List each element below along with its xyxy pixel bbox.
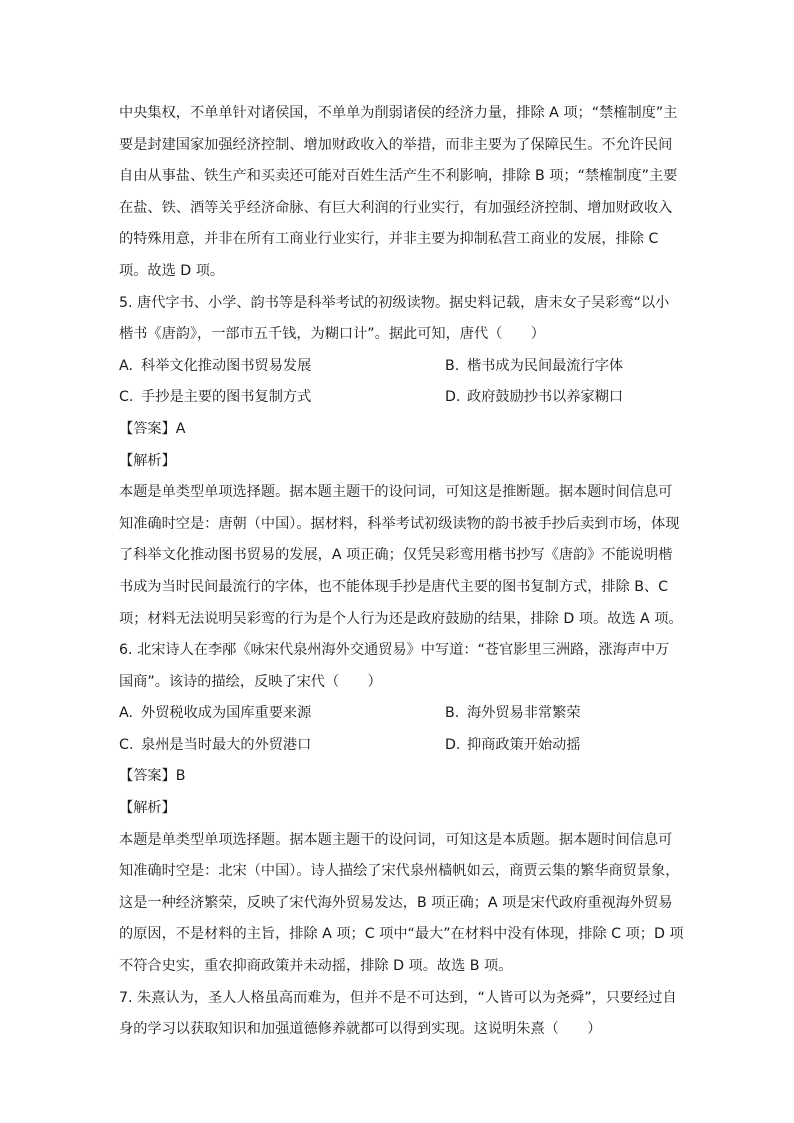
question-stem-line: 6. 北宋诗人在李邴《咏宋代泉州海外交通贸易》中写道：“苍官影里三洲路，涨海声中万 [119,642,670,659]
text-line: 项。故选 D 项。 [119,262,225,279]
options-row [119,351,679,383]
options-row [119,382,679,414]
option-text: 泉州是当时最大的外贸港口 [141,736,312,753]
option-a [119,351,311,383]
option-letter: B. [445,705,460,722]
question-7 [119,983,679,1046]
analysis-line: 这是一种经济繁荣，反映了宋代海外贸易发达，B 项正确；A 项是宋代政府重视海外贸易 [119,894,673,911]
option-b [445,698,581,730]
answer-label: 【答案】A [119,420,186,437]
option-c [119,382,311,414]
text-line: 中央集权，不单单针对诸侯国，不单单为削弱诸侯的经济力量，排除 A 项；“禁榷制度”主 [119,105,678,121]
text-line: 在盐、铁、酒等关乎经济命脉、有巨大利润的行业实行，有加强经济控制、增加财政收入 [119,199,673,216]
option-text: 海外贸易非常繁荣 [467,705,581,722]
question-stem-line: 5. 唐代字书、小学、韵书等是科举考试的初级读物。据史料记载，唐末女子吴彩鸾“以小 [119,294,670,311]
option-d [445,382,623,414]
answer-label: 【答案】B [119,768,186,785]
text-line: 的特殊用意，并非在所有工商业行业实行，并非主要为抑制私营工商业的发展，排除 C [119,231,659,248]
option-c [119,730,311,762]
previous-analysis-continuation [119,98,679,288]
option-text: 外贸税收成为国库重要来源 [141,705,312,722]
options-row [119,698,679,730]
option-letter: C. [119,736,134,753]
analysis-line: 了科举文化推动图书贸易的发展，A 项正确；仅凭吴彩鸾用楷书抄写《唐韵》不能说明楷 [119,547,673,564]
question-stem-line: 身的学习以获取知识和加强道德修养就都可以得到实现。这说明朱熹（ ） [119,1021,602,1038]
option-letter: A. [119,705,133,722]
document-page [119,98,684,1046]
analysis-line: 书成为当时民间最流行的字体，也不能体现手抄是唐代主要的图书复制方式，排除 B、C [119,578,669,595]
analysis-label: 【解析】 [119,452,176,469]
question-stem-line: 7. 朱熹认为，圣人人格虽高而难为，但并不是不可达到，“人皆可以为尧舜”，只要经过自 [119,989,677,1006]
question-6 [119,635,684,983]
question-stem-line: 国商”。该诗的描绘，反映了宋代（ ） [119,673,382,690]
option-text: 手抄是主要的图书复制方式 [141,389,312,406]
option-letter: D. [445,389,461,406]
question-stem-line: 楷书《唐韵》，一部市五千钱，为糊口计”。据此可知，唐代（ ） [119,326,545,343]
option-b [445,351,623,383]
option-letter: D. [445,736,461,753]
option-letter: A. [119,357,133,374]
option-text: 抑商政策开始动摇 [467,736,581,753]
analysis-label: 【解析】 [119,800,176,817]
option-text: 科举文化推动图书贸易发展 [141,357,312,374]
text-line: 要是封建国家加强经济控制、增加财政收入的举措，而非主要为了保障民生。不允许民间 [119,136,673,153]
question-5 [119,288,683,636]
option-letter: C. [119,389,134,406]
text-line: 自由从事盐、铁生产和买卖还可能对百姓生活产生不利影响，排除 B 项；“禁榷制度”主要 [119,168,678,185]
option-d [445,730,581,762]
option-text: 楷书成为民间最流行字体 [467,357,624,374]
analysis-line: 不符合史实，重农抑商政策并未动摇，排除 D 项。故选 B 项。 [119,958,513,975]
options-row [119,730,679,762]
option-a [119,698,311,730]
analysis-line: 本题是单类型单项选择题。据本题主题干的设问词，可知这是推断题。据本题时间信息可 [119,484,673,501]
analysis-line: 知准确时空是：北宋（中国）。诗人描绘了宋代泉州樯帆如云，商贾云集的繁华商贸景象， [119,863,680,880]
analysis-line: 知准确时空是：唐朝（中国）。据材料，科举考试初级读物的韵书被手抄后卖到市场，体现 [119,515,680,532]
analysis-line: 的原因，不是材料的主旨，排除 A 项；C 项中“最大”在材料中没有体现，排除 C 项；D 项 [119,926,684,943]
option-text: 政府鼓励抄书以养家糊口 [467,389,624,406]
analysis-line: 项；材料无法说明吴彩鸾的行为是个人行为还是政府鼓励的结果，排除 D 项。故选 A 项。 [119,610,683,627]
option-letter: B. [445,357,460,374]
analysis-line: 本题是单类型单项选择题。据本题主题干的设问词，可知这是本质题。据本题时间信息可 [119,831,673,848]
